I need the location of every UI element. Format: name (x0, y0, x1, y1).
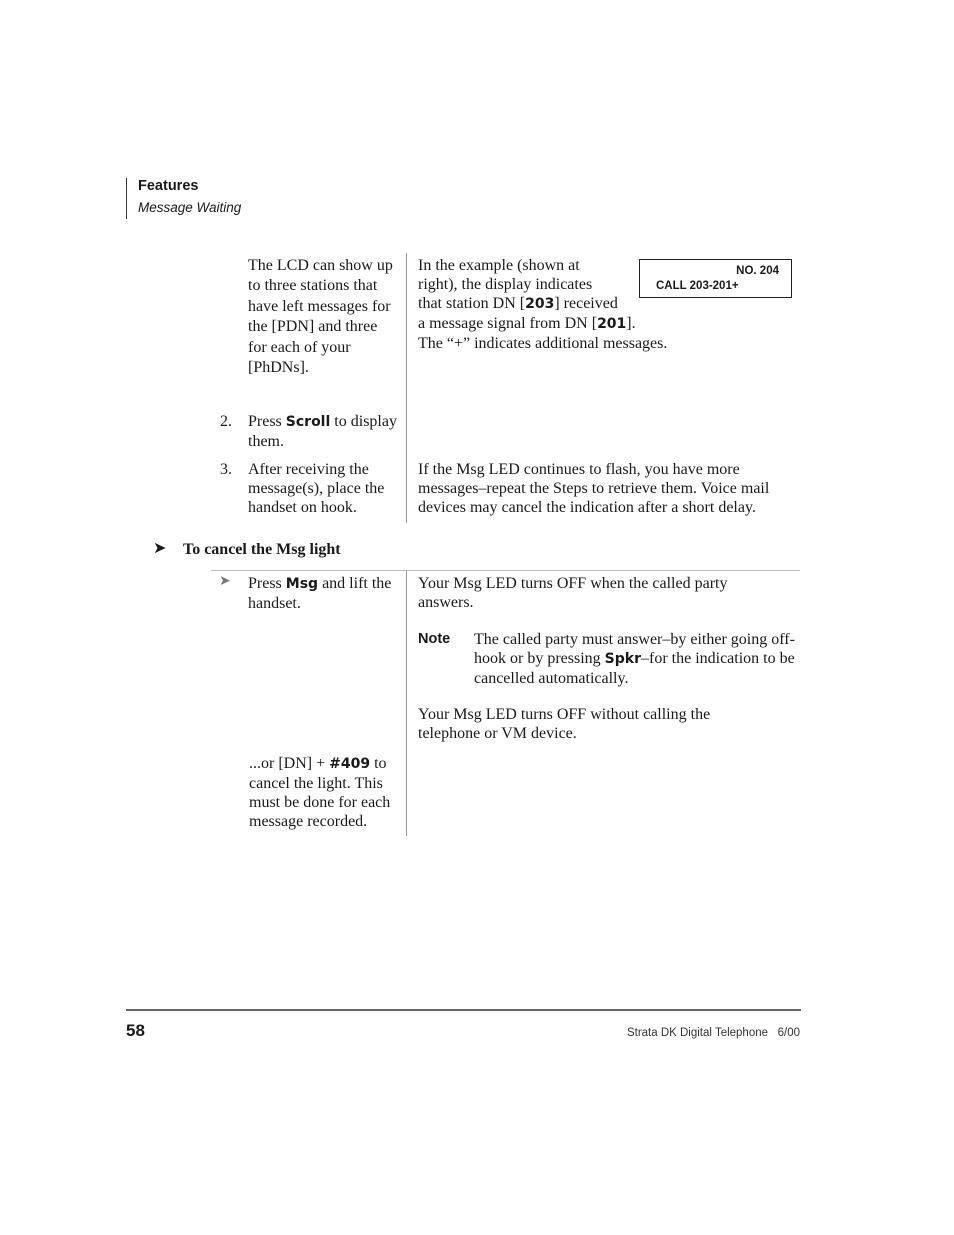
cancel-result-2: Your Msg LED turns OFF without calling the telephone or VM device. (418, 706, 711, 742)
step-arrow-icon: ➤ (219, 573, 231, 589)
section-rule (211, 570, 800, 571)
arrow-icon: ➤ (153, 538, 167, 557)
lcd-line-1: NO. 204 (736, 265, 779, 277)
section-subtitle: Message Waiting (138, 200, 242, 215)
lcd-line-2: CALL 203-201+ (656, 280, 739, 292)
msg-key: Msg (285, 576, 319, 592)
note-label: Note (418, 631, 451, 647)
example-line-1: In the example (shown at (418, 257, 580, 274)
section-title: Features (138, 178, 199, 194)
step-2-number: 2. (220, 413, 232, 430)
example-line-3: that station DN [203] received (418, 295, 618, 312)
step-2-text: Press Scroll to display them. (248, 413, 397, 450)
cancel-step-text: Press Msg and lift the handset. (248, 575, 392, 612)
page-number: 58 (126, 1021, 145, 1040)
dn-key-201: 201 (597, 316, 627, 332)
column-divider-top (406, 253, 407, 523)
header-rule (126, 178, 127, 219)
step-3-result: If the Msg LED continues to flash, you have more messages–repeat the Steps to retrieve them. Voice mail devices may cancel the indication after a short delay. (418, 461, 770, 516)
cancel-heading: To cancel the Msg light (183, 541, 341, 558)
lcd-display (639, 259, 792, 298)
example-line-5: The “+” indicates additional messages. (418, 335, 668, 352)
lcd-intro-text: The LCD can show up to three stations that have left messages for the [PDN] and three for each of your [PhDNs]. (248, 257, 393, 377)
dn-key-203: 203 (525, 296, 555, 312)
scroll-key: Scroll (285, 414, 331, 430)
code-409-key: #409 (329, 756, 371, 772)
footer-title: Strata DK Digital Telephone 6/00 (626, 1027, 800, 1039)
example-line-2: right), the display indicates (418, 276, 593, 293)
column-divider-bottom (406, 571, 407, 836)
cancel-result-1: Your Msg LED turns OFF when the called party answers. (418, 575, 728, 611)
step-3-number: 3. (220, 461, 232, 478)
step-3-text: After receiving the message(s), place the handset on hook. (248, 461, 385, 516)
example-line-4: a message signal from DN [201]. (418, 315, 636, 332)
cancel-alt-text: ...or [DN] + #409 to cancel the light. This must be done for each message recorded. (249, 755, 391, 830)
spkr-key: Spkr (604, 651, 641, 667)
footer-rule (126, 1009, 801, 1011)
note-text: The called party must answer–by either going off-hook or by pressing Spkr–for the indication to be cancelled automatically. (474, 631, 795, 687)
